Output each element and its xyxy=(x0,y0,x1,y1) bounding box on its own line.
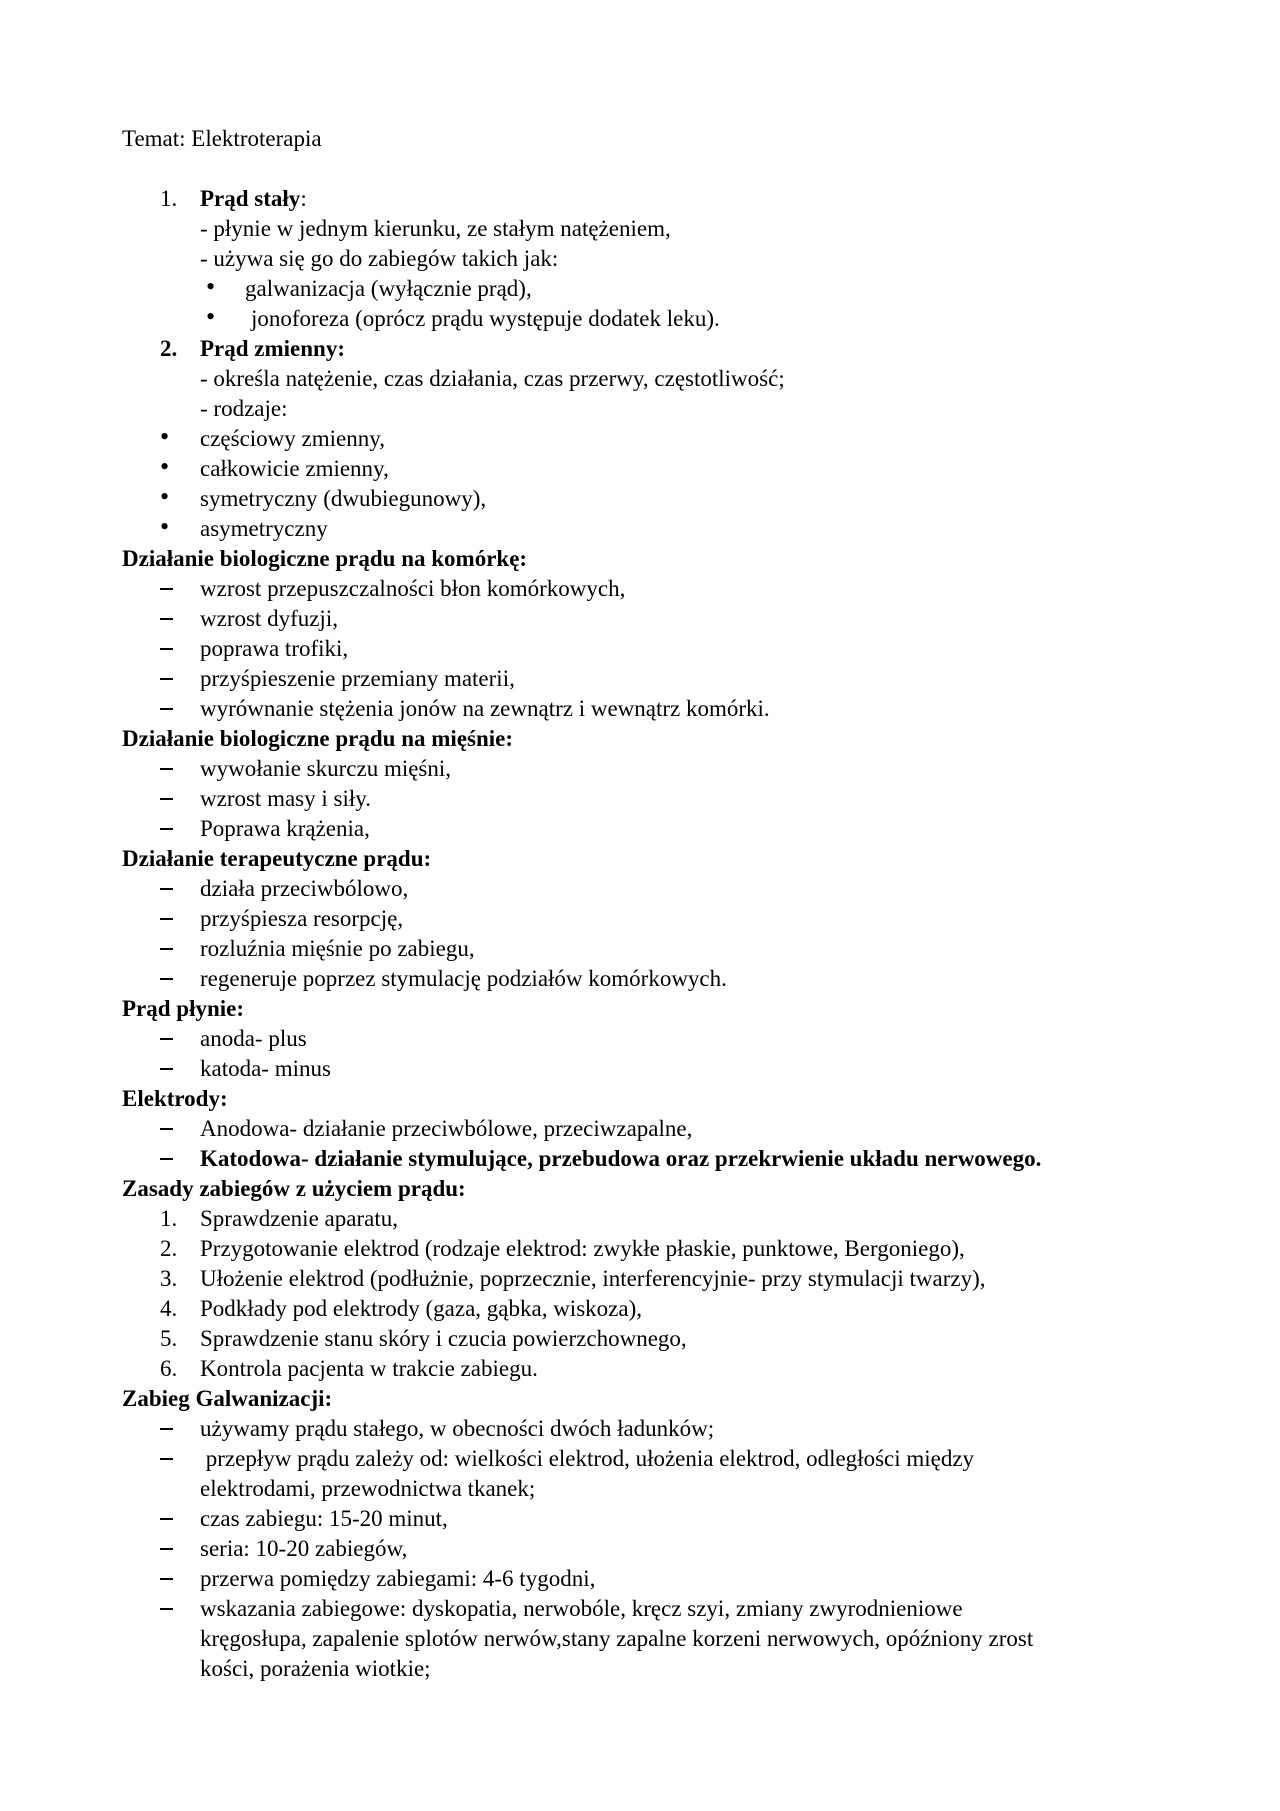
list-item: działa przeciwbólowo, xyxy=(200,876,409,901)
list-item: wzrost masy i siły. xyxy=(200,786,371,811)
dash-icon xyxy=(160,1518,173,1520)
list-number: 4. xyxy=(160,1296,178,1321)
list-number: 6. xyxy=(160,1356,178,1381)
dash-icon xyxy=(160,948,173,950)
list-item: wzrost przepuszczalności błon komórkowych, xyxy=(200,576,626,601)
list-item: rozluźnia mięśnie po zabiegu, xyxy=(200,936,475,961)
list-item: Anodowa- działanie przeciwbólowe, przeciwzapalne, xyxy=(200,1116,693,1141)
list-item: jonoforeza (oprócz prądu występuje dodatek leku). xyxy=(251,306,720,331)
document-title: Temat: Elektroterapia xyxy=(122,126,322,151)
dash-icon xyxy=(160,828,173,830)
list-item: Podkłady pod elektrody (gaza, gąbka, wiskoza), xyxy=(200,1296,642,1321)
dash-icon xyxy=(160,1548,173,1550)
list-item: czas zabiegu: 15-20 minut, xyxy=(200,1506,448,1531)
list-item: poprawa trofiki, xyxy=(200,636,349,661)
list-item: Ułożenie elektrod (podłużnie, poprzecznie, interferencyjnie- przy stymulacji twarzy), xyxy=(200,1266,986,1291)
section-heading: Elektrody: xyxy=(122,1086,228,1111)
dash-icon xyxy=(160,978,173,980)
list-number: 2. xyxy=(160,336,178,361)
list-number: 1. xyxy=(160,1206,178,1231)
list-item: asymetryczny xyxy=(200,516,328,541)
text-line: - określa natężenie, czas działania, czas przerwy, częstotliwość; xyxy=(200,366,785,391)
dash-icon xyxy=(160,1578,173,1580)
dash-icon xyxy=(160,768,173,770)
list-item: używamy prądu stałego, w obecności dwóch ładunków; xyxy=(200,1416,715,1441)
dash-icon xyxy=(160,1038,173,1040)
list-item: Sprawdzenie aparatu, xyxy=(200,1206,398,1231)
dash-icon xyxy=(160,588,173,590)
bullet-icon: • xyxy=(160,452,170,481)
list-number: 2. xyxy=(160,1236,178,1261)
list-item: Sprawdzenie stanu skóry i czucia powierzchownego, xyxy=(200,1326,687,1351)
section-heading: Prąd płynie: xyxy=(122,996,245,1021)
dash-icon xyxy=(160,1128,173,1130)
list-item: Kontrola pacjenta w trakcie zabiegu. xyxy=(200,1356,538,1381)
list-item: Przygotowanie elektrod (rodzaje elektrod: zwykłe płaskie, punktowe, Bergoniego), xyxy=(200,1236,965,1261)
list-item: galwanizacja (wyłącznie prąd), xyxy=(245,276,532,301)
list-item: wzrost dyfuzji, xyxy=(200,606,338,631)
text-line: - płynie w jednym kierunku, ze stałym natężeniem, xyxy=(200,216,671,241)
list-item: wskazania zabiegowe: dyskopatia, nerwobóle, kręcz szyi, zmiany zwyrodnieniowe xyxy=(200,1596,963,1621)
list-item: regeneruje poprzez stymulację podziałów komórkowych. xyxy=(200,966,727,991)
section-heading: Prąd zmienny: xyxy=(200,336,346,361)
dash-icon xyxy=(160,888,173,890)
section-heading xyxy=(200,184,307,214)
list-item: seria: 10-20 zabiegów, xyxy=(200,1536,408,1561)
bullet-icon: • xyxy=(206,302,216,331)
dash-icon xyxy=(160,1158,173,1160)
section-heading: Działanie biologiczne prądu na mięśnie: xyxy=(122,726,513,751)
section-heading: Zabieg Galwanizacji: xyxy=(122,1386,333,1411)
bullet-icon: • xyxy=(206,272,216,301)
list-item: przepływ prądu zależy od: wielkości elektrod, ułożenia elektrod, odległości między xyxy=(200,1446,975,1471)
list-item-continuation: elektrodami, przewodnictwa tkanek; xyxy=(200,1476,536,1501)
dash-icon xyxy=(160,798,173,800)
section-heading-text: Prąd stały xyxy=(200,186,301,211)
dash-icon xyxy=(160,1608,173,1610)
list-item: wywołanie skurczu mięśni, xyxy=(200,756,452,781)
dash-icon xyxy=(160,1458,173,1460)
list-item: Poprawa krążenia, xyxy=(200,816,370,841)
bullet-icon: • xyxy=(160,512,170,541)
heading-colon: : xyxy=(300,186,307,211)
list-item-continuation: kości, porażenia wiotkie; xyxy=(200,1656,431,1681)
list-item: wyrównanie stężenia jonów na zewnątrz i wewnątrz komórki. xyxy=(200,696,770,721)
list-item: anoda- plus xyxy=(200,1026,307,1051)
list-item: przyśpiesza resorpcję, xyxy=(200,906,404,931)
dash-icon xyxy=(160,708,173,710)
list-item: przerwa pomiędzy zabiegami: 4-6 tygodni, xyxy=(200,1566,596,1591)
dash-icon xyxy=(160,678,173,680)
section-heading: Zasady zabiegów z użyciem prądu: xyxy=(122,1176,466,1201)
dash-icon xyxy=(160,618,173,620)
list-item: całkowicie zmienny, xyxy=(200,456,389,481)
list-item: przyśpieszenie przemiany materii, xyxy=(200,666,515,691)
text-line: - używa się go do zabiegów takich jak: xyxy=(200,246,559,271)
dash-icon xyxy=(160,648,173,650)
list-item: symetryczny (dwubiegunowy), xyxy=(200,486,487,511)
text-line: - rodzaje: xyxy=(200,396,288,421)
list-item: Katodowa- działanie stymulujące, przebudowa oraz przekrwienie układu nerwowego. xyxy=(200,1146,1042,1171)
list-number: 1. xyxy=(160,186,178,211)
list-number: 5. xyxy=(160,1326,178,1351)
list-item: częściowy zmienny, xyxy=(200,426,385,451)
list-item-continuation: kręgosłupa, zapalenie splotów nerwów,stany zapalne korzeni nerwowych, opóźniony zrost xyxy=(200,1626,1034,1651)
bullet-icon: • xyxy=(160,422,170,451)
section-heading: Działanie terapeutyczne prądu: xyxy=(122,846,432,871)
list-number: 3. xyxy=(160,1266,178,1291)
dash-icon xyxy=(160,1068,173,1070)
list-item: katoda- minus xyxy=(200,1056,331,1081)
dash-icon xyxy=(160,1428,173,1430)
dash-icon xyxy=(160,918,173,920)
section-heading: Działanie biologiczne prądu na komórkę: xyxy=(122,546,528,571)
bullet-icon: • xyxy=(160,482,170,511)
